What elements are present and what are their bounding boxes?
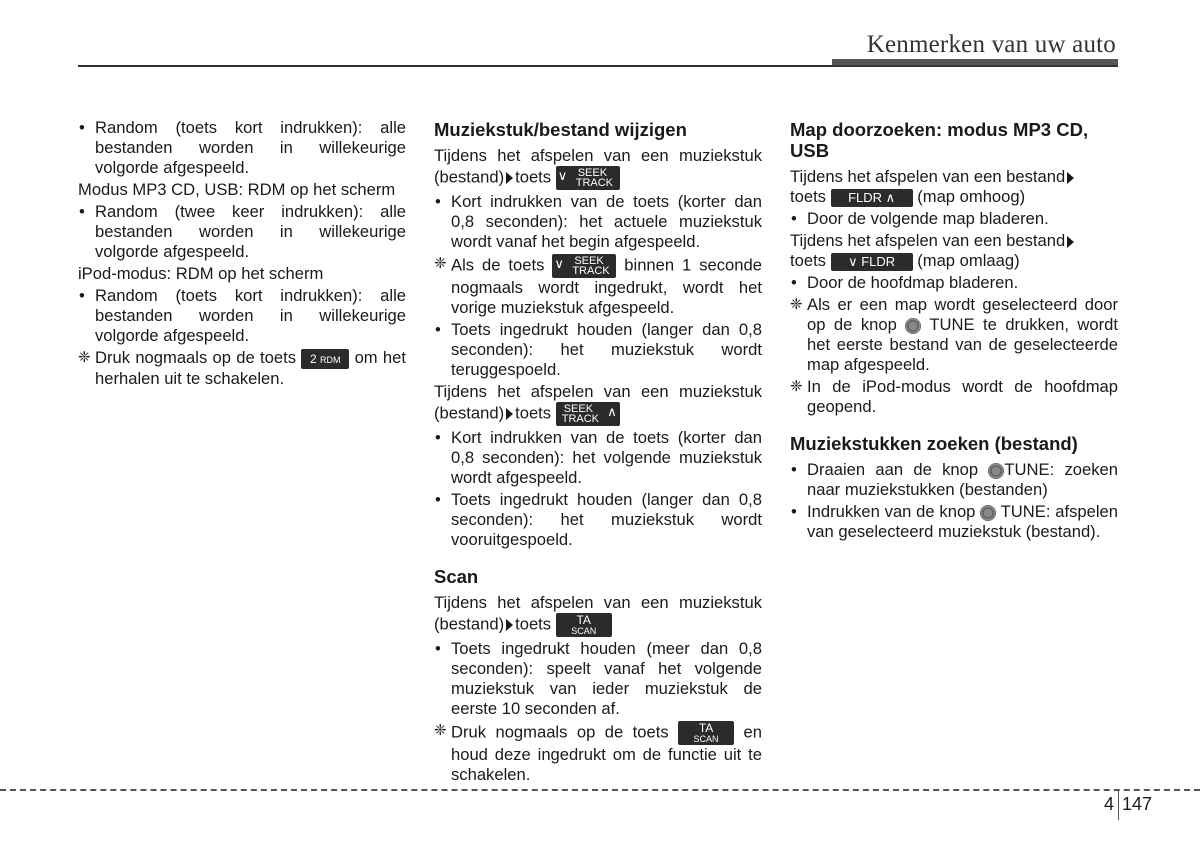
column-2 <box>434 119 762 787</box>
bullet-item: • Random (twee keer indrukken): alle bestanden worden in willekeurige volgorde afgespeeld. <box>79 202 406 261</box>
paragraph: Tijdens het afspelen van een muziekstuk (bestand) toets SEEK TRACK ∧ <box>434 382 762 425</box>
bullet-item: • Toets ingedrukt houden (meer dan 0,8 seconden): speelt vanaf het volgende muziekstuk van ieder muziekstuk de eerste 10 seconden af. <box>435 639 762 718</box>
paragraph: Modus MP3 CD, USB: RDM op het scherm <box>78 180 396 199</box>
tune-knob-icon <box>905 318 921 334</box>
fldr-up-button-icon: FLDR ∧ <box>831 189 913 207</box>
bullet-item: • Random (toets kort indrukken): alle bestanden worden in willekeurige volgorde afgespeeld. <box>79 118 406 177</box>
column-3 <box>790 119 1118 544</box>
bullet-item: • Random (toets kort indrukken): alle bestanden worden in willekeurige volgorde afgespeeld. <box>79 286 406 345</box>
paragraph: Tijdens het afspelen van een bestand toets ∨ FLDR (map omlaag) <box>790 231 1118 271</box>
bullet-item: • Kort indrukken van de toets (korter dan 0,8 seconden): het actuele muziekstuk wordt vanaf het begin afgespeeld. <box>435 192 762 251</box>
bullet-item: • Draaien aan de knop TUNE: zoeken naar muziekstukken (bestanden) <box>791 460 1118 499</box>
seek-down-button-icon: ∨ SEEK TRACK <box>556 166 620 190</box>
column-1 <box>78 118 406 391</box>
bullet-item: • Kort indrukken van de toets (korter dan 0,8 seconden): het volgende muziekstuk wordt afgespeeld. <box>435 428 762 487</box>
header-rule <box>78 65 1118 67</box>
page-number-divider <box>1118 790 1119 820</box>
section-heading: Muziekstukken zoeken (bestand) <box>790 433 1078 454</box>
bullet-item: • Toets ingedrukt houden (langer dan 0,8 seconden): het muziekstuk wordt teruggespoeld. <box>435 320 762 379</box>
section-heading: Scan <box>434 566 479 587</box>
play-triangle-icon <box>506 619 513 631</box>
note-item: ❈ Als er een map wordt geselecteerd door op de knop TUNE te drukken, wordt het eerste bestand van de geselecteerde map afgespeeld. <box>790 295 1118 374</box>
note-item: ❈ Druk nogmaals op de toets 2 RDM om het herhalen uit te schakelen. <box>78 348 406 388</box>
tune-knob-icon <box>980 505 996 521</box>
note-item: ❈ Druk nogmaals op de toets TA SCAN en houd deze ingedrukt om de functie uit te schakelen. <box>434 721 762 784</box>
page-number: 147 <box>1122 794 1153 814</box>
ta-scan-button-icon: TA SCAN <box>556 613 612 637</box>
play-triangle-icon <box>1067 236 1074 248</box>
bullet-item: • Door de volgende map bladeren. <box>791 209 1049 228</box>
section-heading: Muziekstuk/bestand wijzigen <box>434 119 687 140</box>
paragraph: iPod-modus: RDM op het scherm <box>78 264 324 283</box>
seek-up-button-icon: SEEK TRACK ∧ <box>556 402 620 426</box>
note-item: ❈ Als de toets ∨ SEEK TRACK binnen 1 seconde nogmaals wordt ingedrukt, wordt het vorige muziekstuk afgespeeld. <box>434 255 762 317</box>
bullet-item: • Indrukken van de knop TUNE: afspelen van geselecteerd muziekstuk (bestand). <box>791 502 1118 541</box>
section-heading: Map doorzoeken: modus MP3 CD, USB <box>790 119 1089 161</box>
seek-down-button-icon: ∨ SEEK TRACK <box>552 254 616 278</box>
play-triangle-icon <box>1067 172 1074 184</box>
paragraph: Tijdens het afspelen van een muziekstuk (bestand) toets ∨ SEEK TRACK <box>434 146 762 189</box>
ta-scan-button-icon: TA SCAN <box>678 721 734 745</box>
chapter-number: 4 <box>1104 794 1115 814</box>
rdm-button-icon: 2 RDM <box>301 349 349 369</box>
bullet-item: • Toets ingedrukt houden (langer dan 0,8 seconden): het muziekstuk wordt vooruitgespoeld. <box>435 490 762 549</box>
tune-knob-icon <box>988 463 1004 479</box>
paragraph: Tijdens het afspelen van een bestand toets FLDR ∧ (map omhoog) <box>790 167 1118 207</box>
footer-dashed-rule <box>0 789 1200 791</box>
play-triangle-icon <box>506 408 513 420</box>
play-triangle-icon <box>506 172 513 184</box>
note-item: ❈ In de iPod-modus wordt de hoofdmap geopend. <box>790 377 1118 416</box>
header-title: Kenmerken van uw auto <box>866 31 1116 58</box>
bullet-item: • Door de hoofdmap bladeren. <box>791 273 1019 292</box>
fldr-down-button-icon: ∨ FLDR <box>831 253 913 271</box>
paragraph: Tijdens het afspelen van een muziekstuk (bestand) toets TA SCAN <box>434 593 762 636</box>
